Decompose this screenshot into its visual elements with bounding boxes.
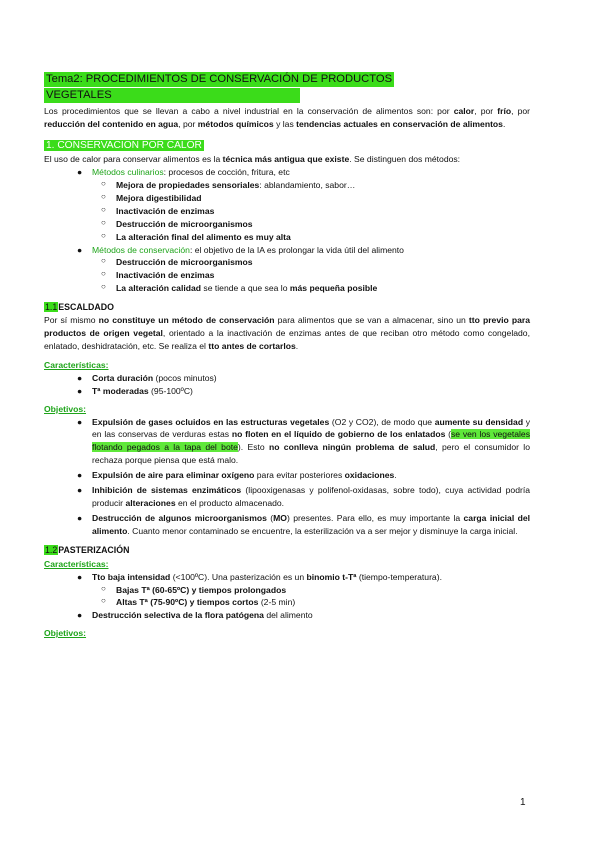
list-item: ○ Destrucción de microorganismos (101, 217, 253, 229)
list-item-conservacion: ● Métodos de conservación: el objetivo de la IA es prolongar la vida útil del alimento ○ Destrucción de microorganismos ○ Inactivación de enzimas ○ La alteración calidad se tiende a que sea lo más pequeña posible (44, 244, 530, 296)
page-title (44, 72, 530, 103)
title-line-1: Tema2: PROCEDIMIENTOS DE CONSERVACIÓN DE PRODUCTOS (44, 72, 394, 87)
highlighted-text: se ven los vegetales flotando pegados a la tapa del bote (92, 429, 531, 453)
metodos-list (44, 166, 530, 295)
objetivos-label: Objetivos: (44, 628, 87, 639)
list-item: ○ Mejora digestibilidad (101, 191, 202, 203)
list-item: ○ Inactivación de enzimas (101, 204, 215, 216)
section-heading-calor: 1. CONSERVACION POR CALOR (46, 140, 202, 151)
list-item: ○ Destrucción de microorganismos (101, 256, 253, 268)
list-item: ○ Mejora de propiedades sensoriales: ablandamiento, sabor… (101, 179, 356, 191)
list-item: ● Expulsión de aire para eliminar oxígeno para evitar posteriores oxidaciones. (77, 470, 397, 481)
caracteristicas-label: Características: (44, 359, 109, 370)
objetivos-label: Objetivos: (44, 403, 87, 414)
list-item-culinarios: ● Métodos culinarios: procesos de cocción, fritura, etc ○ Mejora de propiedades sensoriales: ablandamiento, sabor… ○ Mejora digestibilidad ○ Inactivación de enzimas ○ Destrucción de microorganismos ○ La alteración final del alimento es muy alta (44, 166, 530, 243)
list-item: ○ Altas Tª (75-90ºC) y tiempos cortos (2-5 min) (101, 596, 296, 608)
title-line-2: VEGETALES (44, 88, 300, 103)
list-item: ● Inhibición de sistemas enzimáticos (lipooxigenasas y polifenol-oxidasas, sobre todo), cuya actividad podría producir alteraciones en el producto almacenado. (77, 484, 531, 508)
list-item: ● Destrucción selectiva de la flora patógena del alimento (77, 610, 313, 621)
list-item: ● Corta duración (pocos minutos) (77, 372, 217, 383)
objetivos-list (44, 416, 530, 538)
calor-paragraph: El uso de calor para conservar alimentos es la técnica más antigua que existe. Se distinguen dos métodos: (44, 154, 461, 165)
list-item: ● Destrucción de algunos microorganismos (MO) presentes. Para ello, es muy importante la carga inicial del alimento. Cuanto menor contaminado se encuentre, la esterilización va a ser mejor y disminuye la carga inicial. (77, 512, 530, 536)
list-item: ● Tª moderadas (95-100ºC) (77, 385, 193, 396)
intro-paragraph: Los procedimientos que se llevan a cabo a nivel industrial en la conservación de alimentos son: por calor, por frío, por reducción del contenido en agua, por métodos químicos y las tendencias actuales en conservación de alimentos. (44, 106, 530, 130)
document-page (44, 72, 530, 640)
list-item: ○ La alteración final del alimento es muy alta (101, 230, 291, 242)
subsection-heading-pasterizacion: 1.2PASTERIZACIÓN (45, 544, 130, 555)
caracteristicas-label: Características: (44, 558, 109, 569)
subsection-heading-escaldado: 1.1ESCALDADO (45, 302, 114, 313)
list-item: ● Tto baja intensidad (<100ºC). Una pasterización es un binomio t-Tª (tiempo-temperatura). ○ Bajas Tª (60-65ºC) y tiempos prolongados ○ Altas Tª (75-90ºC) y tiempos cortos (2-5 min) (44, 571, 530, 610)
list-item: ○ La alteración calidad se tiende a que sea lo más pequeña posible (101, 282, 378, 294)
caracteristicas-list (44, 372, 530, 398)
page-number: 1 (520, 797, 526, 808)
pasterizacion-caracteristicas-list (44, 571, 530, 623)
escaldado-paragraph: Por sí mismo no constituye un método de conservación para alimentos que se van a almacenar, sino un tto previo para productos de origen vegetal, orientado a la inactivación de enzimas antes de que reciban otro método como congelado, enlatado, deshidratación, etc. Se realiza el tto antes de cortarlos. (44, 315, 530, 352)
list-item: ● Expulsión de gases ocluidos en las estructuras vegetales (O2 y CO2), de modo que aumente su densidad y en las conservas de verduras estas no floten en el líquido de gobierno de los enlatados (se ven los vegetales flotando pegados a la tapa del bote). Esto no conlleva ningún problema de salud, pero el consumidor lo rechaza porque piensa que está malo. (77, 416, 531, 466)
list-item: ○ Bajas Tª (60-65ºC) y tiempos prolongados (101, 583, 287, 595)
list-item: ○ Inactivación de enzimas (101, 269, 215, 281)
